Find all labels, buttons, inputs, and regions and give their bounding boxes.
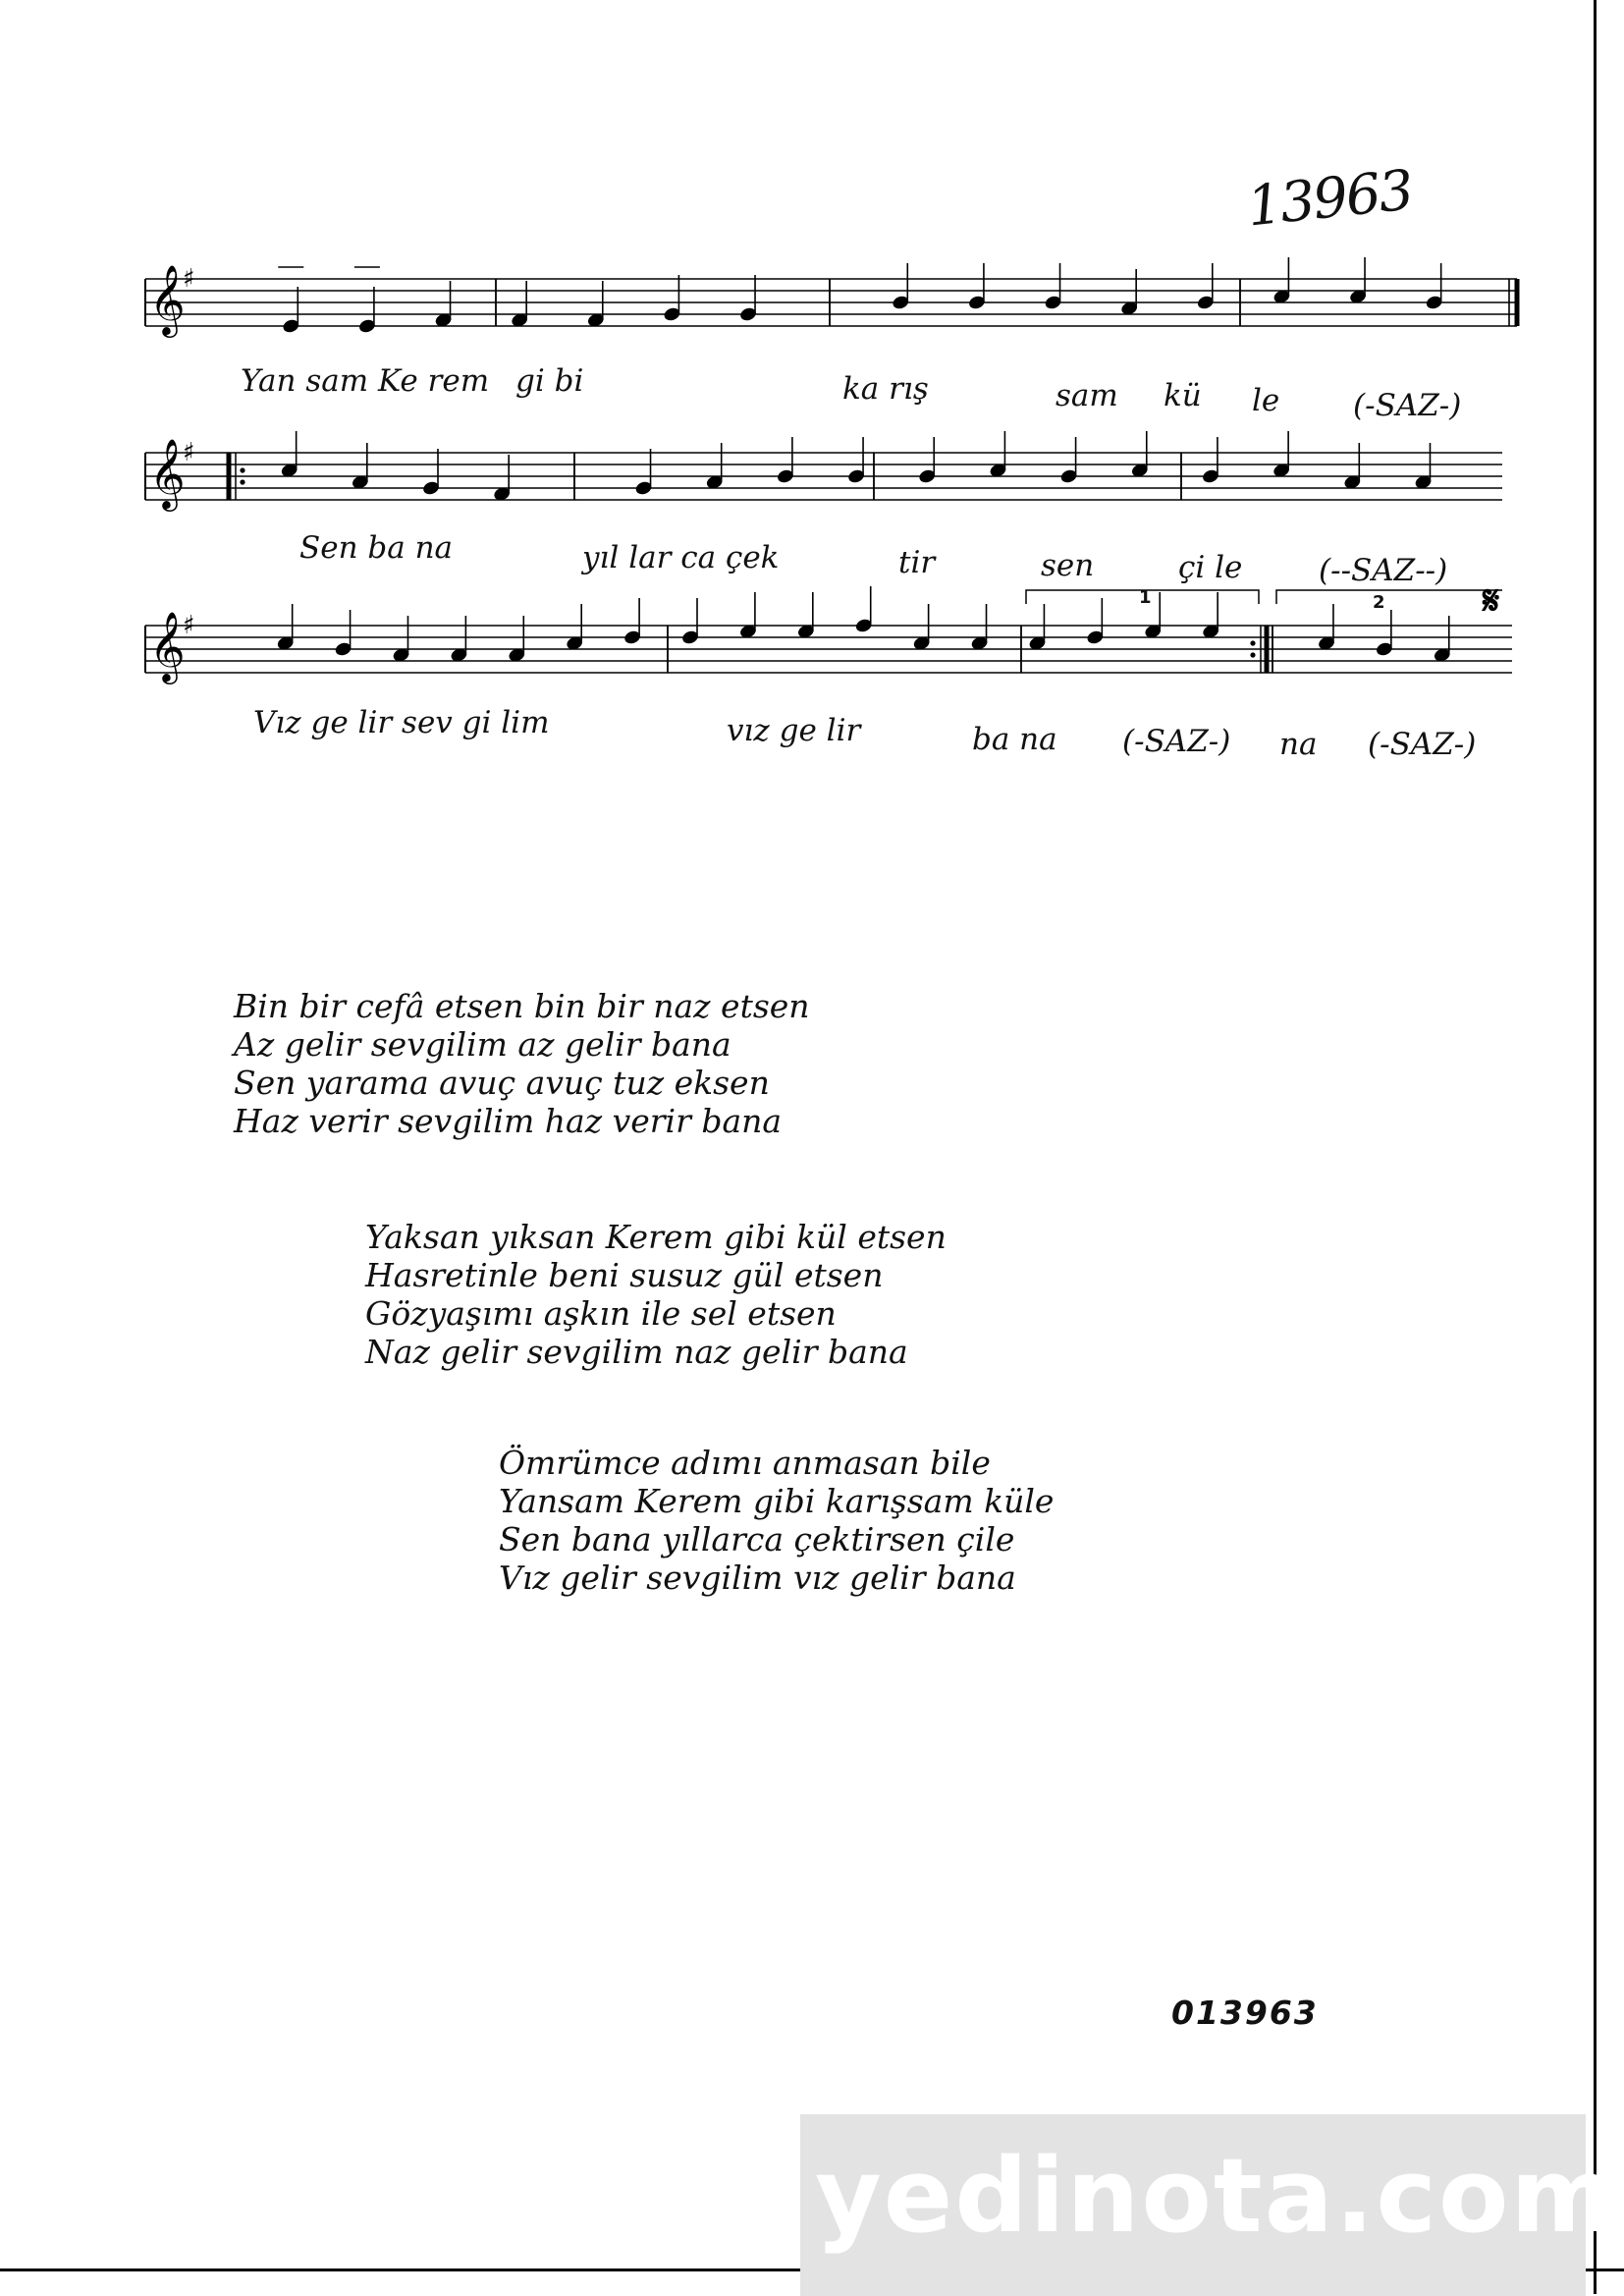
stanza-1 <box>234 987 810 1140</box>
lyric-syllables: ba na <box>972 722 1057 757</box>
stanza-line: Ömrümce adımı anmasan bile <box>499 1444 991 1482</box>
repeat-dot <box>1250 652 1255 657</box>
treble-clef-icon: 𝄞 <box>149 263 186 335</box>
key-signature-sharp-icon: ♯ <box>183 264 195 294</box>
watermark-text: yedinota.com <box>815 2136 1619 2256</box>
treble-clef-icon: 𝄞 <box>149 610 186 682</box>
lyric-syllables: na <box>1279 727 1318 762</box>
saz-marking: (-SAZ-) <box>1368 727 1477 762</box>
stanza-line: Sen bana yıllarca çektirsen çile <box>499 1520 1015 1558</box>
lyric-syllables: çi le <box>1178 550 1243 585</box>
stanza-2 <box>365 1218 947 1371</box>
stanza-line: Yansam Kerem gibi karışsam küle <box>499 1482 1055 1520</box>
handwritten-archive-number: 13963 <box>1244 158 1416 240</box>
saz-marking: (-SAZ-) <box>1122 724 1231 759</box>
volta-label-2: 2 <box>1373 592 1385 613</box>
staff-group <box>145 257 1517 684</box>
stanza-line: Sen yarama avuç avuç tuz eksen <box>234 1064 770 1102</box>
segno-icon: 𝄋 <box>1483 578 1500 623</box>
repeat-dot <box>240 479 244 484</box>
stanza-line: Az gelir sevgilim az gelir bana <box>234 1025 731 1064</box>
saz-marking: (--SAZ--) <box>1319 553 1448 588</box>
repeat-dot <box>240 467 244 472</box>
lyric-syllables: yıl lar ca çek <box>582 540 780 575</box>
stanza-line: Bin bir cefâ etsen bin bir naz etsen <box>234 987 810 1025</box>
stanza-line: Haz verir sevgilim haz verir bana <box>234 1102 783 1140</box>
lyric-syllables: sam <box>1056 378 1118 413</box>
saz-marking: (-SAZ-) <box>1353 388 1462 423</box>
lyric-syllables: Vız ge lir sev gi lim <box>253 705 550 740</box>
key-signature-sharp-icon: ♯ <box>183 438 195 467</box>
catalog-code: 013963 <box>1171 1994 1319 2032</box>
stanza-line: Vız gelir sevgilim vız gelir bana <box>499 1558 1016 1597</box>
stanza-3 <box>499 1444 1054 1597</box>
volta-bracket-2 <box>1276 590 1502 604</box>
lyric-syllables: Sen ba na <box>299 530 454 566</box>
lyric-syllables: gi bi <box>515 363 584 399</box>
treble-clef-icon: 𝄞 <box>149 437 186 509</box>
lyric-syllables: kü <box>1164 378 1202 413</box>
volta-label-1: 1 <box>1139 587 1152 608</box>
lyric-syllables: sen <box>1041 548 1095 583</box>
stanza-line: Gözyaşımı aşkın ile sel etsen <box>365 1294 837 1333</box>
lyric-syllables: Yan sam Ke rem <box>241 363 490 399</box>
lyric-syllables: ka rış <box>842 371 929 407</box>
repeat-dot <box>1250 640 1255 645</box>
lyric-syllables: tir <box>898 545 936 580</box>
key-signature-sharp-icon: ♯ <box>183 611 195 640</box>
stanza-line: Hasretinle beni susuz gül etsen <box>365 1256 884 1294</box>
stanza-line: Yaksan yıksan Kerem gibi kül etsen <box>365 1218 947 1256</box>
lyric-syllables: vız ge lir <box>727 713 861 748</box>
lyric-syllables: le <box>1252 383 1280 418</box>
stanza-line: Naz gelir sevgilim naz gelir bana <box>365 1333 908 1371</box>
